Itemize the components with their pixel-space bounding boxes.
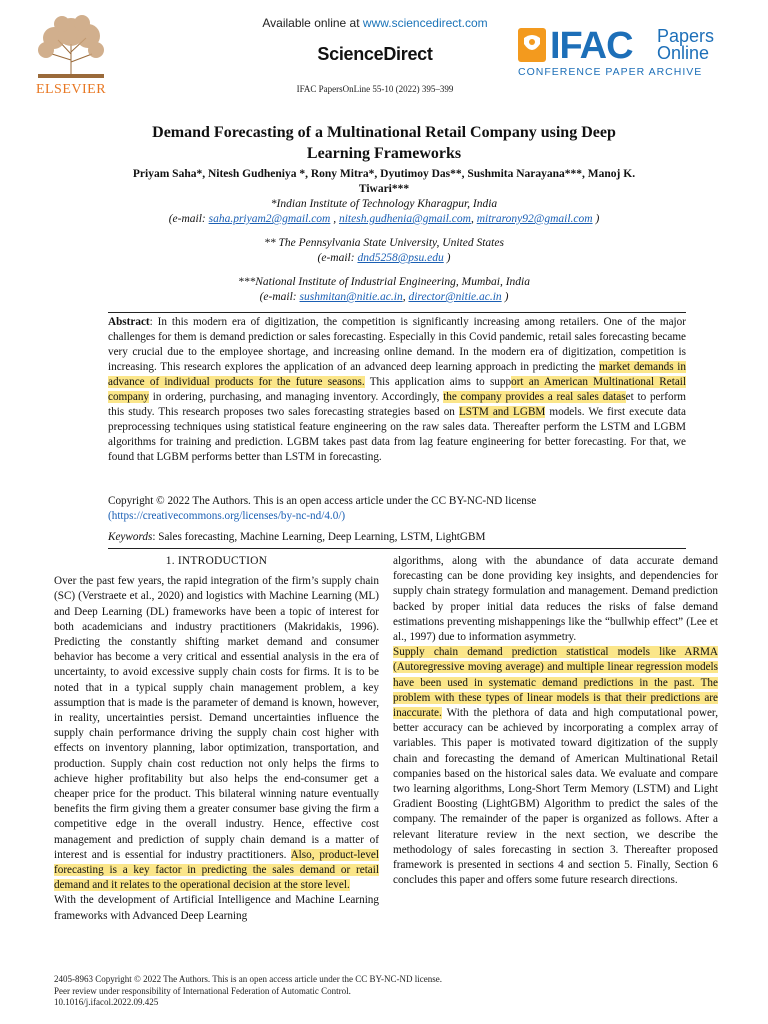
abstract-text: This application aims to supp xyxy=(364,376,512,388)
section-heading: 1. INTRODUCTION xyxy=(165,555,268,567)
paragraph xyxy=(54,574,379,893)
ifac-papers-online xyxy=(657,28,714,62)
body-text: With the plethora of data and high computational power, better accuracy can be achieved by incorporating a complex array of variables. This paper is motivated toward digitization of the supply chain and forecasting the demand of American Multinational Retail companies based on the historical sales data. We evaluate and compare two learning algorithms, Long-Short Term Memory (LSTM) and Light Gradient Boosting (LightGBM) Algorithm to predict the sales of the company. The remainder of the paper is organized as follows. After a relevant literature review in the next section, we describe the methodology of sales forecasting in section 3. Thereafter proposed framework is presented in sections 4 and section 5. Finally, Section 6 concludes this paper and offers some future research directions. xyxy=(393,707,718,887)
right-column xyxy=(393,554,718,888)
footer xyxy=(54,974,714,1009)
email-link[interactable]: sushmitan@nitie.ac.in xyxy=(299,291,403,303)
ifac-wordmark: IFAC xyxy=(550,25,633,67)
abstract-text: et to perform this study. This research proposes two sales forecasting strategies based on xyxy=(108,391,686,418)
paper-authors: Priyam Saha*, Nitesh Gudheniya *, Rony Mitra*, Dyutimoy Das**, Sushmita Narayana***, Manoj K. Tiwari*** xyxy=(132,168,636,195)
footer-doi: 10.1016/j.ifacol.2022.09.425 xyxy=(54,997,159,1007)
ifac-papers-label: Papers xyxy=(657,26,715,46)
paragraph: algorithms, along with the abundance of data accurate demand forecasting can be done providing key insights, and dependencies for supply chain strategy formulation and management. Demand prediction backed by proper initial data reduces the risks of false demand estimations preventing mishappenings like the “bullwhip effect” (Lee et al., 1997) due to information asymmetry. xyxy=(393,555,718,644)
copyright-notice xyxy=(108,494,686,524)
email-suffix: ) xyxy=(501,291,509,303)
paragraph xyxy=(393,645,718,888)
paragraph: With the development of Artificial Intelligence and Machine Learning frameworks with Advanced Deep Learning xyxy=(54,894,379,922)
available-prefix: Available online at xyxy=(262,16,363,30)
highlight: the company provides a real sales datas xyxy=(443,391,626,403)
affiliation-3-emails: (e-mail: sushmitan@nitie.ac.in, director@nitie.ac.in ) xyxy=(259,291,509,303)
affiliation-1 xyxy=(100,197,668,227)
sciencedirect-brand: ScienceDirect xyxy=(317,44,433,64)
body-text: Over the past few years, the rapid integration of the firm’s supply chain (SC) (Verstraete et al., 2020) and logistics with Machine Learning (ML) and Deep Learning (DL) frameworks have been a topic of interest for both academicians and industry practitioners (Makridakis, 1996). Predicting the constantly shifting market demand and consumer behavior has become a very critical and essential analysis in the era of uncertainty, to avoid excessive supply chain costs for firms. It is to be noted that in a typical supply chain management problem, a key assumption that is made is the parameter of demand is known, however, in reality, uncertainties persist. Demand uncertainties influence the supply chain performance driving the supply chain cost higher with effects on inventory planning, labor optimization, transportation, and production. Supply chain cost reduction not only helps the firms to achieve higher profitability but also helps the end-consumer get a cheaper price for the product. This bilateral winning nature eventually benefits the firm giving them a greater consumer base giving the firm a competitive edge in the overall industry. Hence, effective cost management and prediction of supply chain demand is a matter of interest and is essential for industry practitioners. xyxy=(54,575,379,861)
elsevier-wordmark: ELSEVIER xyxy=(35,82,107,97)
email-link[interactable]: nitesh.gudhenia@gmail.com xyxy=(338,213,471,225)
elsevier-logo xyxy=(22,14,120,98)
email-link[interactable]: saha.priyam2@gmail.com xyxy=(208,213,331,225)
keywords-label: Keywords xyxy=(108,531,153,543)
email-link[interactable]: director@nitie.ac.in xyxy=(408,291,502,303)
affiliation-3 xyxy=(100,275,668,305)
email-prefix: (e-mail: xyxy=(259,291,300,303)
ifac-papersonline-logo xyxy=(516,24,746,84)
email-link[interactable]: dnd5258@psu.edu xyxy=(357,252,444,264)
keywords xyxy=(108,530,686,549)
affiliation-1-name: *Indian Institute of Technology Kharagpur, India xyxy=(270,198,498,210)
highlight: Supply chain demand prediction statistical models like ARMA (Autoregressive moving average) and multiple linear regression models have been used in systematic demand predictions in the past. The problem with these types of linear models is that their predictions are inaccurate. xyxy=(393,646,718,720)
affiliation-1-emails: (e-mail: saha.priyam2@gmail.com , nitesh.gudhenia@gmail.com, mitrarony92@gmail.com ) xyxy=(168,213,600,225)
paper-title: Demand Forecasting of a Multinational Retail Company using Deep Learning Frameworks xyxy=(152,124,616,162)
available-online xyxy=(230,16,520,30)
footer-copyright: 2405-8963 Copyright © 2022 The Authors. This is an open access article under the CC BY-NC-ND license. xyxy=(54,974,442,984)
left-column xyxy=(54,554,379,924)
keywords-text: : Sales forecasting, Machine Learning, Deep Learning, LSTM, LightGBM xyxy=(152,531,486,543)
elsevier-tree-icon xyxy=(30,14,112,80)
affiliation-2 xyxy=(100,236,668,266)
affiliation-3-name: ***National Institute of Industrial Engineering, Mumbai, India xyxy=(238,276,530,288)
ifac-archive-label: CONFERENCE PAPER ARCHIVE xyxy=(518,66,703,78)
email-prefix: (e-mail: xyxy=(168,213,209,225)
sciencedirect-link[interactable]: www.sciencedirect.com xyxy=(362,16,488,30)
highlight: LSTM and LGBM xyxy=(458,406,546,418)
abstract-text: : In this modern era of digitization, the competition is significantly increasing among retailers. One of the major challenges for them is demand prediction or sales forecasting. Especially in this Covid pandemic, retail sales forecasting became very crucial due to the employee shortage, and increasing online demand. In the modern era of digitization, competition is increasing. This research explores the application of an advanced deep learning approach in predicting the xyxy=(108,316,686,373)
affiliation-2-name: ** The Pennsylvania State University, United States xyxy=(264,237,504,249)
email-suffix: ) xyxy=(592,213,600,225)
abstract-label: Abstract xyxy=(108,316,150,328)
abstract xyxy=(108,312,686,465)
email-prefix: (e-mail: xyxy=(317,252,358,264)
abstract-text: models. We first execute data preprocessing techniques using statistical feature engineering on the raw sales data. Thereafter perform the LSTM and LGBM algorithms for training and prediction. LGBM takes past data from lag feature engineering for better forecasting. For that, we found that LGBM performs better than LSTM in forecasting. xyxy=(108,406,686,463)
highlight: market demands in advance of individual products for the future seasons. xyxy=(108,361,687,388)
ifac-emblem-icon xyxy=(518,28,546,62)
highlight: ort an American Multinational Retail company xyxy=(108,376,687,403)
license-link[interactable]: (https://creativecommons.org/licenses/by-nc-nd/4.0/) xyxy=(108,510,346,522)
footer-peer-review: Peer review under responsibility of International Federation of Automatic Control. xyxy=(54,985,351,996)
journal-reference: IFAC PapersOnLine 55-10 (2022) 395–399 xyxy=(296,84,454,94)
email-suffix: ) xyxy=(443,252,451,264)
copyright-line: Copyright © 2022 The Authors. This is an open access article under the CC BY-NC-ND license xyxy=(108,495,537,507)
abstract-text: in ordering, purchasing, and managing inventory. Accordingly, xyxy=(149,391,444,403)
highlight: Also, product-level forecasting is a key factor in predicting the sales demand or retail demand and it relates to the operational decision at the store level. xyxy=(54,848,379,892)
ifac-online-label: Online xyxy=(657,43,710,63)
affiliation-2-emails xyxy=(100,251,668,266)
email-link[interactable]: mitrarony92@gmail.com xyxy=(476,213,593,225)
